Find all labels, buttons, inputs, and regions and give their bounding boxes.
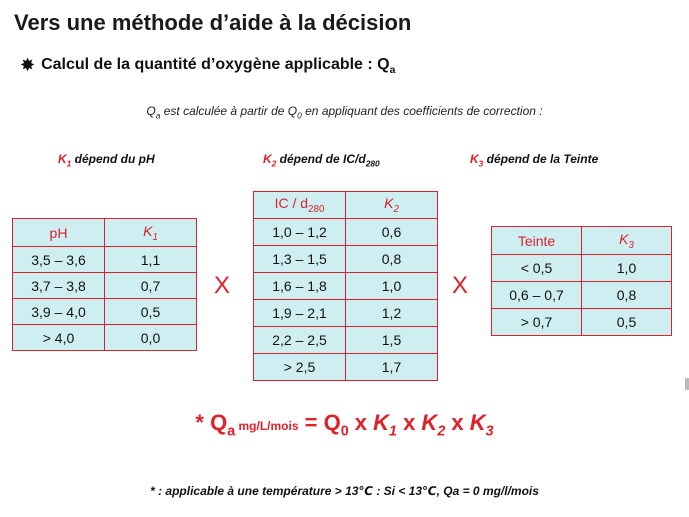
table-row: 1,9 – 2,1 1,2 (254, 300, 438, 327)
table-k2 (253, 191, 438, 381)
table-row: 1,3 – 1,5 0,8 (254, 246, 438, 273)
multiply-sign: X (214, 272, 231, 299)
header-ph: pH (13, 219, 105, 247)
table-row: 1,6 – 1,8 1,0 (254, 273, 438, 300)
page-title: Vers une méthode d’aide à la décision (14, 10, 412, 35)
table-row: > 4,0 0,0 (13, 325, 197, 351)
multiply-sign: X (452, 272, 469, 299)
table-row: 3,9 – 4,0 0,5 (13, 299, 197, 325)
table-row: < 0,5 1,0 (492, 255, 672, 282)
star-bullet-icon: ✸ (20, 55, 36, 75)
footnote: * : applicable à une température > 13℃ : Si < 13℃, Qa = 0 mg/l/mois (150, 484, 539, 498)
table-row: > 0,7 0,5 (492, 309, 672, 336)
section-heading-text: Calcul de la quantité d’oxygène applicable : $Q_a$ (41, 56, 396, 77)
edge-mark (685, 378, 689, 390)
header-k2: $K_2$ (346, 192, 438, 219)
table-row: 1,0 – 1,2 0,6 (254, 219, 438, 246)
intro-sentence: $Q_a$ est calculée à partir de $Q_0$ en appliquant des coefficients de correction : (146, 104, 543, 121)
table-row: 0,6 – 0,7 0,8 (492, 282, 672, 309)
header-k1: $K_1$ (105, 219, 197, 247)
table-header-row (492, 227, 672, 255)
table-row: 3,7 – 3,8 0,7 (13, 273, 197, 299)
k3-label: $K_3$ dépend de la Teinte (470, 152, 599, 169)
table-row: 2,2 – 2,5 1,5 (254, 327, 438, 354)
qa-formula: * $Q_a$ mg/L/mois = $Q_0$ x $K_1$ x $K_2$ x $K_3$ (195, 410, 494, 440)
table-row: > 2,5 1,7 (254, 354, 438, 381)
k2-label: $K_2$ dépend de $IC/d_{280}$ (263, 152, 380, 169)
table-header-row (13, 219, 197, 247)
table-k1 (12, 218, 197, 351)
header-k3: $K_3$ (582, 227, 672, 255)
table-k3 (491, 226, 672, 336)
k1-label: $K_1$ dépend du pH (58, 152, 155, 169)
table-row: 3,5 – 3,6 1,1 (13, 247, 197, 273)
table-header-row (254, 192, 438, 219)
section-heading (20, 56, 395, 76)
header-ic-d280: IC / $d_{280}$ (254, 192, 346, 219)
header-teinte: Teinte (492, 227, 582, 255)
